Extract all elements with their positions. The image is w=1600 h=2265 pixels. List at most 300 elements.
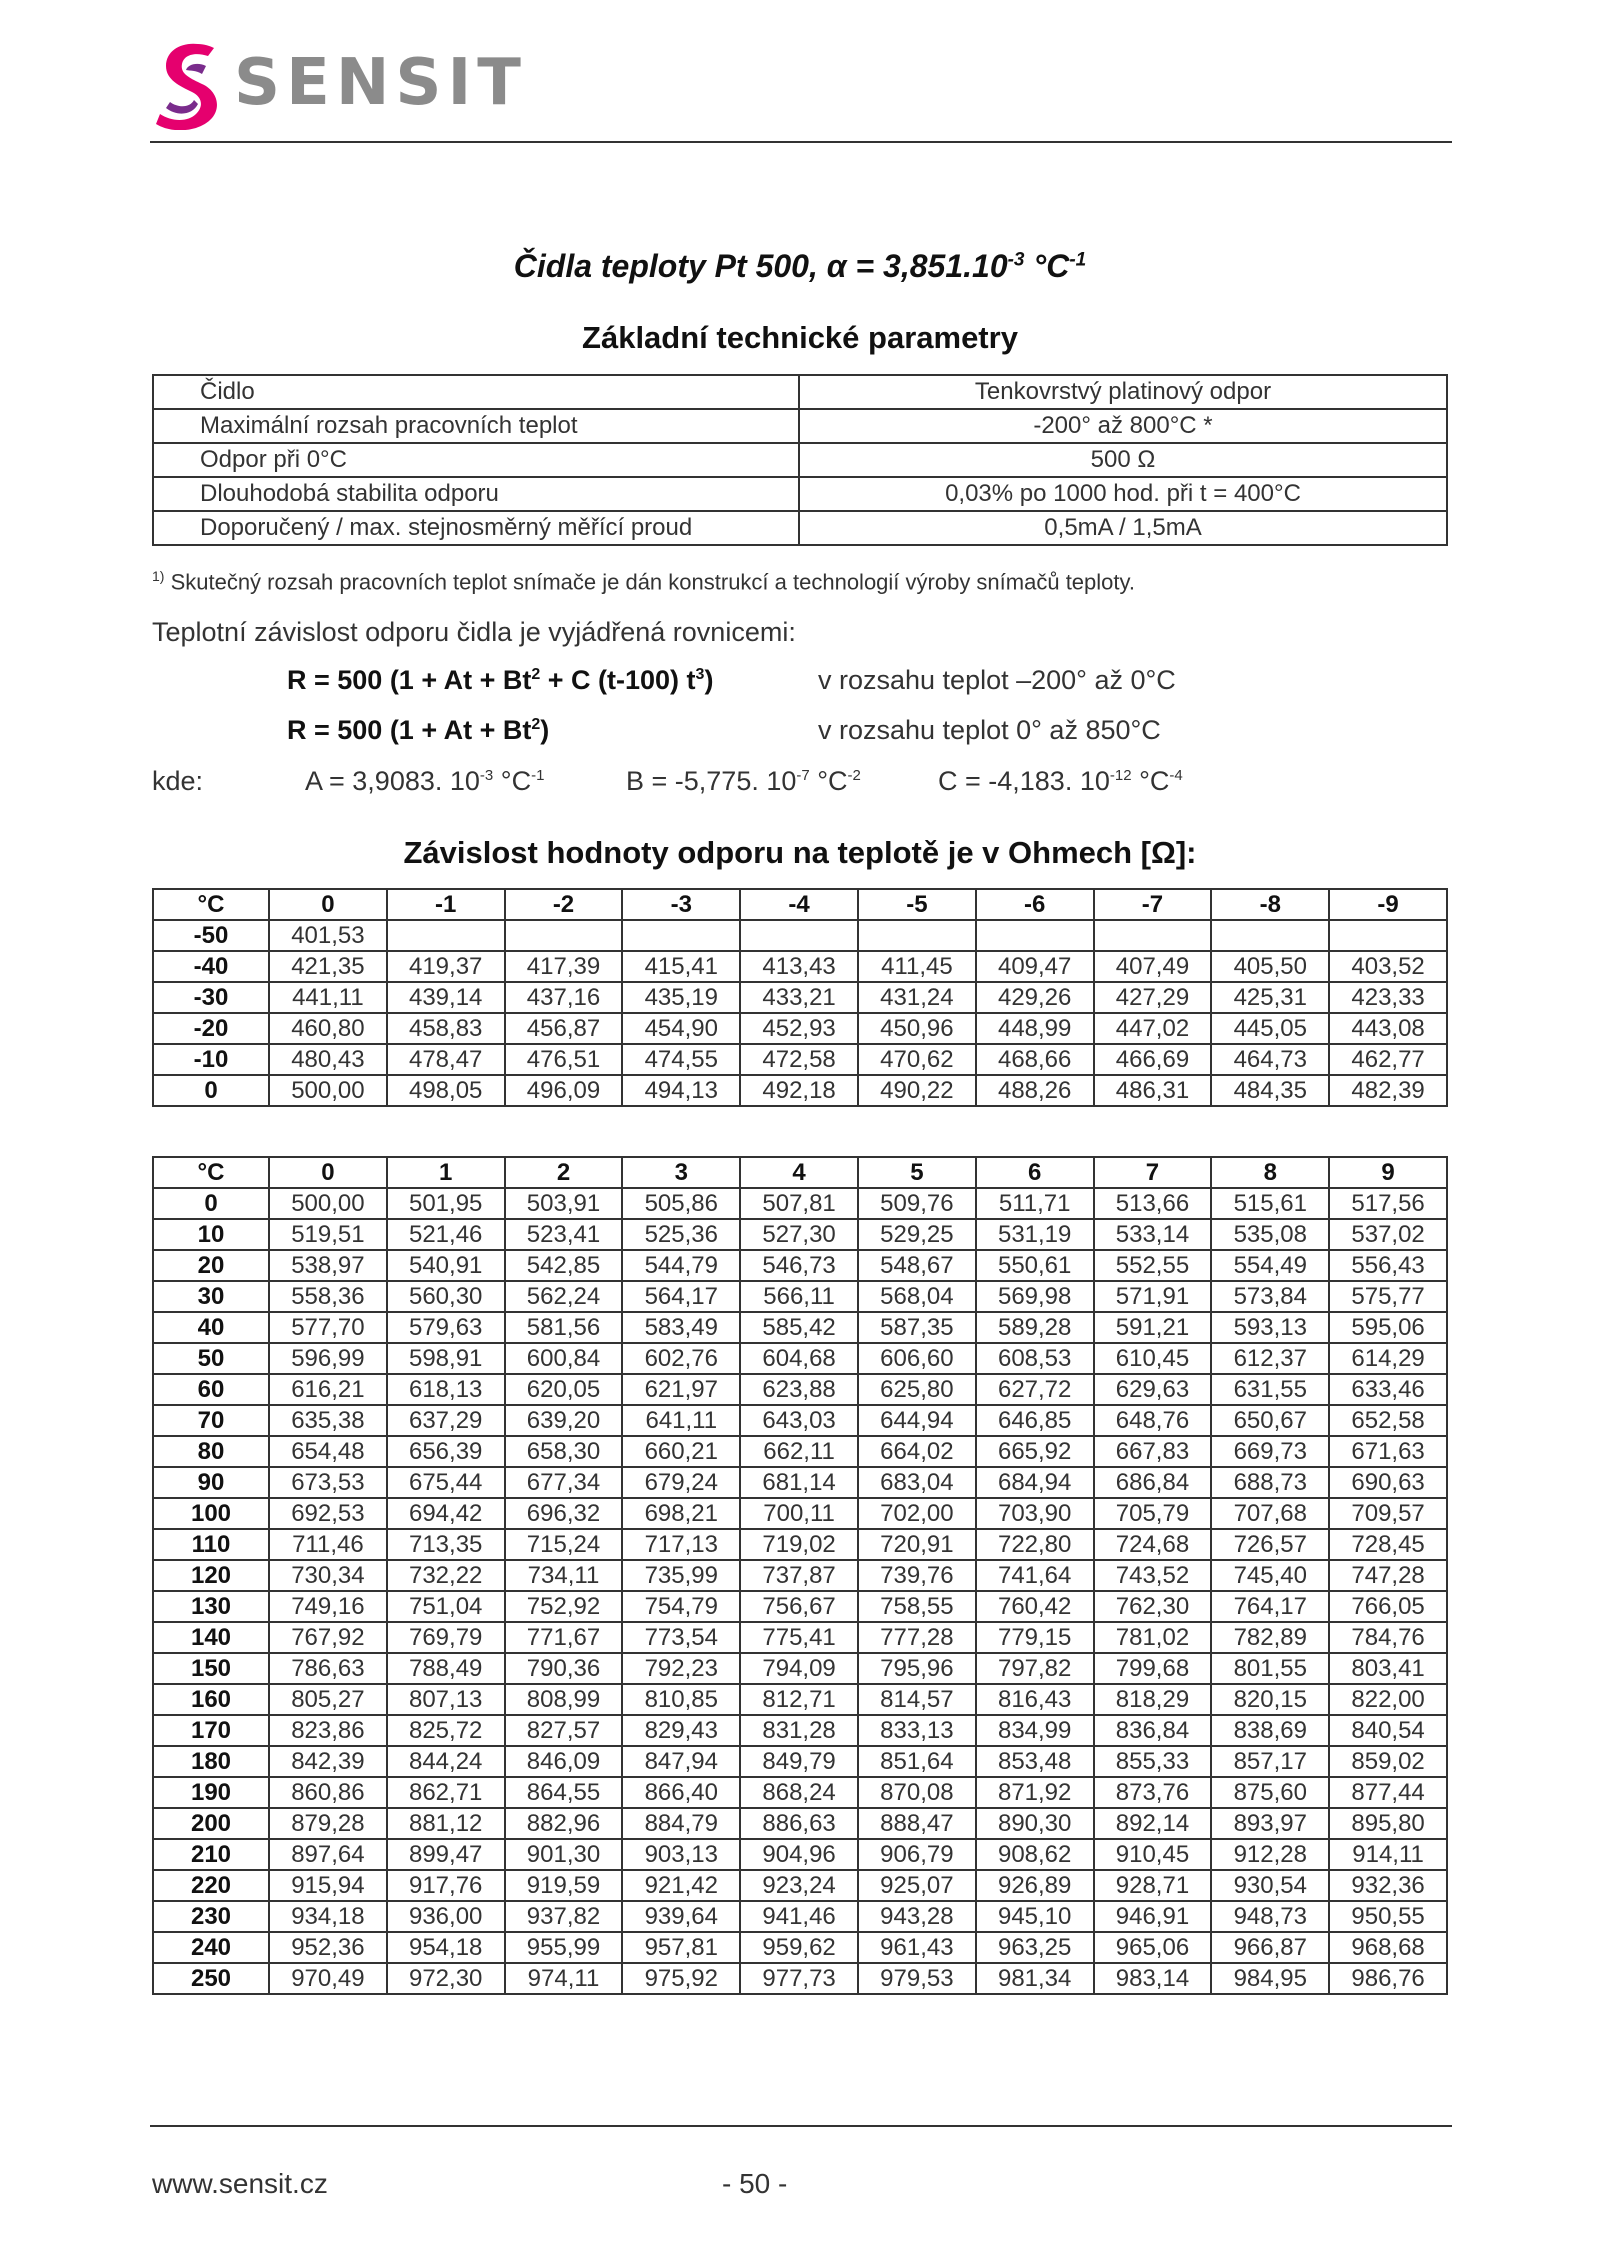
column-header: -6 (976, 889, 1094, 920)
page-number: - 50 - (722, 2168, 788, 2199)
footnote-mark: 1) (152, 568, 165, 584)
resistance-cell: 945,10 (976, 1901, 1094, 1932)
resistance-cell: 610,45 (1094, 1343, 1212, 1374)
resistance-cell: 401,53 (269, 920, 387, 951)
resistance-cell: 643,03 (740, 1405, 858, 1436)
resistance-cell: 906,79 (858, 1839, 976, 1870)
resistance-cell: 758,55 (858, 1591, 976, 1622)
resistance-cell: 598,91 (387, 1343, 505, 1374)
resistance-cell: 700,11 (740, 1498, 858, 1529)
resistance-cell: 564,17 (622, 1281, 740, 1312)
row-header-temperature: 90 (153, 1467, 269, 1498)
resistance-cell: 741,64 (976, 1560, 1094, 1591)
resistance-cell: 934,18 (269, 1901, 387, 1932)
resistance-cell: 797,82 (976, 1653, 1094, 1684)
resistance-cell: 959,62 (740, 1932, 858, 1963)
resistance-cell: 464,73 (1211, 1044, 1329, 1075)
table-row (153, 1312, 1447, 1343)
row-header-temperature: 60 (153, 1374, 269, 1405)
brand-name: SENSIT (234, 46, 527, 120)
resistance-cell: 437,16 (505, 982, 623, 1013)
resistance-cell: 948,73 (1211, 1901, 1329, 1932)
resistance-cell: 851,64 (858, 1746, 976, 1777)
resistance-cell: 932,36 (1329, 1870, 1447, 1901)
table-row (153, 1467, 1447, 1498)
resistance-cell: 505,86 (622, 1188, 740, 1219)
coefficient-a-base: A = 3,9083. 10 (305, 766, 480, 796)
resistance-cell: 675,44 (387, 1467, 505, 1498)
row-header-temperature: -30 (153, 982, 269, 1013)
resistance-cell: 810,85 (622, 1684, 740, 1715)
resistance-cell: 711,46 (269, 1529, 387, 1560)
resistance-cell: 732,22 (387, 1560, 505, 1591)
resistance-cell: 881,12 (387, 1808, 505, 1839)
resistance-cell: 529,25 (858, 1219, 976, 1250)
resistance-cell: 425,31 (1211, 982, 1329, 1013)
resistance-cell: 859,02 (1329, 1746, 1447, 1777)
resistance-cell: 660,21 (622, 1436, 740, 1467)
coefficient-a-unit-exp: -1 (531, 767, 545, 784)
resistance-cell: 975,92 (622, 1963, 740, 1994)
coefficient-b-base: B = -5,775. 10 (626, 766, 797, 796)
resistance-cell: 484,35 (1211, 1075, 1329, 1106)
resistance-cell: 720,91 (858, 1529, 976, 1560)
resistance-cell: 914,11 (1329, 1839, 1447, 1870)
coefficient-a-exp: -3 (479, 767, 494, 784)
resistance-cell: 568,04 (858, 1281, 976, 1312)
resistance-cell: 818,29 (1094, 1684, 1212, 1715)
resistance-cell: 808,99 (505, 1684, 623, 1715)
parameter-label: Doporučený / max. stejnosměrný měřící proud (153, 511, 799, 545)
resistance-cell: 637,29 (387, 1405, 505, 1436)
table-row (153, 1498, 1447, 1529)
resistance-cell: 684,94 (976, 1467, 1094, 1498)
resistance-cell: 554,49 (1211, 1250, 1329, 1281)
resistance-cell: 496,09 (505, 1075, 623, 1106)
resistance-cell: 779,15 (976, 1622, 1094, 1653)
footnote (152, 568, 1135, 595)
footer-rule (150, 2125, 1452, 2127)
resistance-cell: 773,54 (622, 1622, 740, 1653)
sensit-logo (152, 40, 527, 130)
resistance-cell: 754,79 (622, 1591, 740, 1622)
resistance-cell: 984,95 (1211, 1963, 1329, 1994)
resistance-cell: 538,97 (269, 1250, 387, 1281)
resistance-cell: 717,13 (622, 1529, 740, 1560)
resistance-cell: 533,14 (1094, 1219, 1212, 1250)
resistance-cell: 724,68 (1094, 1529, 1212, 1560)
equation-1-part-a: R = 500 (1 + At + Bt (287, 665, 532, 695)
resistance-cell: 439,14 (387, 982, 505, 1013)
parameter-row (153, 443, 1447, 477)
resistance-cell (1094, 920, 1212, 951)
column-header: 0 (269, 1157, 387, 1188)
resistance-cell: 762,30 (1094, 1591, 1212, 1622)
resistance-cell: 903,13 (622, 1839, 740, 1870)
resistance-cell: 488,26 (976, 1075, 1094, 1106)
resistance-cell: 979,53 (858, 1963, 976, 1994)
resistance-cell: 963,25 (976, 1932, 1094, 1963)
equation-1-part-b: + C (t-100) t (540, 665, 696, 695)
resistance-cell: 807,13 (387, 1684, 505, 1715)
resistance-cell: 801,55 (1211, 1653, 1329, 1684)
resistance-cell: 441,11 (269, 982, 387, 1013)
resistance-cell: 612,37 (1211, 1343, 1329, 1374)
resistance-cell: 581,56 (505, 1312, 623, 1343)
resistance-cell: 596,99 (269, 1343, 387, 1374)
resistance-cell: 925,07 (858, 1870, 976, 1901)
row-header-temperature: 180 (153, 1746, 269, 1777)
resistance-cell: 454,90 (622, 1013, 740, 1044)
resistance-cell: 648,76 (1094, 1405, 1212, 1436)
column-header: 1 (387, 1157, 505, 1188)
resistance-cell: 795,96 (858, 1653, 976, 1684)
column-header: 7 (1094, 1157, 1212, 1188)
resistance-cell: 683,04 (858, 1467, 976, 1498)
resistance-cell: 490,22 (858, 1075, 976, 1106)
resistance-cell: 527,30 (740, 1219, 858, 1250)
resistance-cell: 908,62 (976, 1839, 1094, 1870)
document-title (0, 248, 1600, 285)
resistance-cell: 523,41 (505, 1219, 623, 1250)
resistance-cell: 403,52 (1329, 951, 1447, 982)
column-header-unit: °C (153, 889, 269, 920)
row-header-temperature: -20 (153, 1013, 269, 1044)
table-row (153, 1684, 1447, 1715)
row-header-temperature: 80 (153, 1436, 269, 1467)
table-row (153, 1013, 1447, 1044)
resistance-cell: 480,43 (269, 1044, 387, 1075)
equation-1-exp-b: 3 (695, 666, 705, 683)
resistance-cell: 957,81 (622, 1932, 740, 1963)
resistance-cell: 977,73 (740, 1963, 858, 1994)
resistance-cell: 519,51 (269, 1219, 387, 1250)
resistance-cell: 743,52 (1094, 1560, 1212, 1591)
row-header-temperature: 160 (153, 1684, 269, 1715)
resistance-cell: 730,34 (269, 1560, 387, 1591)
resistance-cell: 884,79 (622, 1808, 740, 1839)
resistance-cell: 579,63 (387, 1312, 505, 1343)
resistance-cell: 662,11 (740, 1436, 858, 1467)
coefficient-c-base: C = -4,183. 10 (938, 766, 1110, 796)
parameter-value: -200° až 800°C * (799, 409, 1447, 443)
resistance-cell: 749,16 (269, 1591, 387, 1622)
resistance-cell: 955,99 (505, 1932, 623, 1963)
resistance-cell: 805,27 (269, 1684, 387, 1715)
resistance-cell: 556,43 (1329, 1250, 1447, 1281)
table-row (153, 1808, 1447, 1839)
resistance-cell: 831,28 (740, 1715, 858, 1746)
resistance-cell: 429,26 (976, 982, 1094, 1013)
table-row (153, 1250, 1447, 1281)
resistance-cell: 671,63 (1329, 1436, 1447, 1467)
resistance-cell: 552,55 (1094, 1250, 1212, 1281)
resistance-cell: 829,43 (622, 1715, 740, 1746)
resistance-cell: 790,36 (505, 1653, 623, 1684)
resistance-cell: 535,08 (1211, 1219, 1329, 1250)
resistance-cell: 871,92 (976, 1777, 1094, 1808)
resistance-cell: 450,96 (858, 1013, 976, 1044)
coefficient-a-unit: °C (493, 766, 532, 796)
parameter-label: Maximální rozsah pracovních teplot (153, 409, 799, 443)
table-row (153, 1281, 1447, 1312)
resistance-cell: 616,21 (269, 1374, 387, 1405)
resistance-cell: 456,87 (505, 1013, 623, 1044)
row-header-temperature: 230 (153, 1901, 269, 1932)
resistance-cell: 415,41 (622, 951, 740, 982)
resistance-cell: 734,11 (505, 1560, 623, 1591)
resistance-cell: 895,80 (1329, 1808, 1447, 1839)
resistance-cell: 827,57 (505, 1715, 623, 1746)
table-row (153, 1839, 1447, 1870)
resistance-cell: 515,61 (1211, 1188, 1329, 1219)
resistance-cell: 621,97 (622, 1374, 740, 1405)
row-header-temperature: 220 (153, 1870, 269, 1901)
resistance-cell: 656,39 (387, 1436, 505, 1467)
coefficient-b-unit: °C (809, 766, 848, 796)
resistance-cell: 719,02 (740, 1529, 858, 1560)
resistance-cell: 946,91 (1094, 1901, 1212, 1932)
table-row (153, 1044, 1447, 1075)
resistance-cell: 688,73 (1211, 1467, 1329, 1498)
row-header-temperature: -50 (153, 920, 269, 951)
row-header-temperature: 130 (153, 1591, 269, 1622)
resistance-cell: 419,37 (387, 951, 505, 982)
table-row (153, 1870, 1447, 1901)
resistance-cell: 950,55 (1329, 1901, 1447, 1932)
resistance-cell: 875,60 (1211, 1777, 1329, 1808)
row-header-temperature: -10 (153, 1044, 269, 1075)
resistance-cell: 961,43 (858, 1932, 976, 1963)
row-header-temperature: 200 (153, 1808, 269, 1839)
table-row (153, 982, 1447, 1013)
resistance-cell: 411,45 (858, 951, 976, 982)
parameter-value: 500 Ω (799, 443, 1447, 477)
resistance-cell: 901,30 (505, 1839, 623, 1870)
resistance-cell: 641,11 (622, 1405, 740, 1436)
parameter-label: Odpor při 0°C (153, 443, 799, 477)
row-header-temperature: 150 (153, 1653, 269, 1684)
resistance-cell: 625,80 (858, 1374, 976, 1405)
resistance-cell: 747,28 (1329, 1560, 1447, 1591)
row-header-temperature: 70 (153, 1405, 269, 1436)
column-header: 9 (1329, 1157, 1447, 1188)
resistance-cell: 752,92 (505, 1591, 623, 1622)
resistance-cell: 500,00 (269, 1075, 387, 1106)
resistance-cell: 690,63 (1329, 1467, 1447, 1498)
column-header: -3 (622, 889, 740, 920)
resistance-cell: 822,00 (1329, 1684, 1447, 1715)
equation-2-part-b: ) (540, 715, 550, 745)
resistance-cell: 981,34 (976, 1963, 1094, 1994)
resistance-cell: 452,93 (740, 1013, 858, 1044)
resistance-cell: 589,28 (976, 1312, 1094, 1343)
resistance-cell: 705,79 (1094, 1498, 1212, 1529)
resistance-cell: 544,79 (622, 1250, 740, 1281)
resistance-table-title: Závislost hodnoty odporu na teplotě je v Ohmech [Ω]: (403, 835, 1197, 870)
resistance-cell: 921,42 (622, 1870, 740, 1901)
row-header-temperature: 50 (153, 1343, 269, 1374)
equation-2-part-a: R = 500 (1 + At + Bt (287, 715, 532, 745)
resistance-cell: 627,72 (976, 1374, 1094, 1405)
resistance-cell: 930,54 (1211, 1870, 1329, 1901)
resistance-cell: 492,18 (740, 1075, 858, 1106)
resistance-cell: 877,44 (1329, 1777, 1447, 1808)
parameter-value: 0,03% po 1000 hod. při t = 400°C (799, 477, 1447, 511)
resistance-cell: 726,57 (1211, 1529, 1329, 1560)
table-row (153, 951, 1447, 982)
resistance-cell: 407,49 (1094, 951, 1212, 982)
resistance-cell: 904,96 (740, 1839, 858, 1870)
header-rule (150, 141, 1452, 143)
resistance-cell: 618,13 (387, 1374, 505, 1405)
title-unit: °C (1024, 248, 1070, 284)
resistance-cell: 715,24 (505, 1529, 623, 1560)
section-title-parameters: Základní technické parametry (582, 320, 1018, 355)
resistance-cell: 650,67 (1211, 1405, 1329, 1436)
row-header-temperature: 100 (153, 1498, 269, 1529)
resistance-cell: 842,39 (269, 1746, 387, 1777)
resistance-cell: 702,00 (858, 1498, 976, 1529)
row-header-temperature: 170 (153, 1715, 269, 1746)
resistance-cell: 862,71 (387, 1777, 505, 1808)
resistance-cell: 445,05 (1211, 1013, 1329, 1044)
resistance-cell: 486,31 (1094, 1075, 1212, 1106)
table-row (153, 1529, 1447, 1560)
resistance-cell: 677,34 (505, 1467, 623, 1498)
equation-1-range: v rozsahu teplot –200° až 0°C (818, 665, 1176, 695)
resistance-cell: 952,36 (269, 1932, 387, 1963)
resistance-cell: 513,66 (1094, 1188, 1212, 1219)
resistance-cell: 507,81 (740, 1188, 858, 1219)
resistance-cell: 882,96 (505, 1808, 623, 1839)
table-row (153, 1560, 1447, 1591)
table-row (153, 920, 1447, 951)
resistance-cell: 703,90 (976, 1498, 1094, 1529)
table-row (153, 1963, 1447, 1994)
resistance-cell: 777,28 (858, 1622, 976, 1653)
resistance-cell: 665,92 (976, 1436, 1094, 1467)
resistance-cell: 812,71 (740, 1684, 858, 1715)
column-header: 6 (976, 1157, 1094, 1188)
table-row (153, 1901, 1447, 1932)
resistance-cell: 709,57 (1329, 1498, 1447, 1529)
resistance-cell: 562,24 (505, 1281, 623, 1312)
parameter-row (153, 511, 1447, 545)
resistance-cell: 972,30 (387, 1963, 505, 1994)
resistance-cell: 707,68 (1211, 1498, 1329, 1529)
resistance-cell: 635,38 (269, 1405, 387, 1436)
resistance-cell: 728,45 (1329, 1529, 1447, 1560)
row-header-temperature: 10 (153, 1219, 269, 1250)
resistance-cell: 501,95 (387, 1188, 505, 1219)
resistance-cell: 604,68 (740, 1343, 858, 1374)
resistance-cell: 466,69 (1094, 1044, 1212, 1075)
resistance-cell: 602,76 (622, 1343, 740, 1374)
sensit-logo-icon (152, 40, 224, 130)
row-header-temperature: 0 (153, 1075, 269, 1106)
resistance-cell: 868,24 (740, 1777, 858, 1808)
resistance-cell: 939,64 (622, 1901, 740, 1932)
resistance-cell: 769,79 (387, 1622, 505, 1653)
resistance-cell: 525,36 (622, 1219, 740, 1250)
resistance-cell: 577,70 (269, 1312, 387, 1343)
resistance-cell: 853,48 (976, 1746, 1094, 1777)
resistance-cell: 974,11 (505, 1963, 623, 1994)
resistance-cell: 521,46 (387, 1219, 505, 1250)
resistance-cell: 899,47 (387, 1839, 505, 1870)
resistance-cell: 846,09 (505, 1746, 623, 1777)
resistance-cell: 498,05 (387, 1075, 505, 1106)
table-row (153, 1746, 1447, 1777)
coefficient-b-exp: -7 (796, 767, 810, 784)
resistance-cell: 968,68 (1329, 1932, 1447, 1963)
resistance-cell: 494,13 (622, 1075, 740, 1106)
resistance-cell: 468,66 (976, 1044, 1094, 1075)
resistance-cell: 936,00 (387, 1901, 505, 1932)
resistance-cell: 735,99 (622, 1560, 740, 1591)
resistance-cell: 912,28 (1211, 1839, 1329, 1870)
table-row (153, 1374, 1447, 1405)
resistance-cell: 739,76 (858, 1560, 976, 1591)
resistance-cell: 633,46 (1329, 1374, 1447, 1405)
resistance-cell: 447,02 (1094, 1013, 1212, 1044)
table-header-row (153, 889, 1447, 920)
resistance-cell: 606,60 (858, 1343, 976, 1374)
column-header: 8 (1211, 1157, 1329, 1188)
resistance-cell: 954,18 (387, 1932, 505, 1963)
column-header: -8 (1211, 889, 1329, 920)
resistance-cell: 681,14 (740, 1467, 858, 1498)
table-row (153, 1436, 1447, 1467)
resistance-cell (976, 920, 1094, 951)
resistance-cell: 834,99 (976, 1715, 1094, 1746)
resistance-cell: 623,88 (740, 1374, 858, 1405)
resistance-cell: 855,33 (1094, 1746, 1212, 1777)
resistance-cell: 686,84 (1094, 1467, 1212, 1498)
resistance-cell: 825,72 (387, 1715, 505, 1746)
resistance-cell: 970,49 (269, 1963, 387, 1994)
resistance-cell: 421,35 (269, 951, 387, 982)
resistance-cell: 840,54 (1329, 1715, 1447, 1746)
column-header: 2 (505, 1157, 623, 1188)
resistance-cell: 786,63 (269, 1653, 387, 1684)
resistance-cell: 548,67 (858, 1250, 976, 1281)
coefficients-label: kde: (152, 766, 204, 796)
row-header-temperature: 30 (153, 1281, 269, 1312)
column-header: 4 (740, 1157, 858, 1188)
resistance-cell: 587,35 (858, 1312, 976, 1343)
title-exponent: -3 (1007, 249, 1025, 271)
resistance-cell: 857,17 (1211, 1746, 1329, 1777)
resistance-cell: 892,14 (1094, 1808, 1212, 1839)
resistance-cell (1329, 920, 1447, 951)
resistance-cell: 838,69 (1211, 1715, 1329, 1746)
resistance-cell: 546,73 (740, 1250, 858, 1281)
resistance-cell: 966,87 (1211, 1932, 1329, 1963)
column-header: 5 (858, 1157, 976, 1188)
resistance-cell: 405,50 (1211, 951, 1329, 982)
resistance-cell: 472,58 (740, 1044, 858, 1075)
resistance-cell: 771,67 (505, 1622, 623, 1653)
resistance-cell: 673,53 (269, 1467, 387, 1498)
resistance-cell: 591,21 (1094, 1312, 1212, 1343)
equation-2-exp-a: 2 (531, 716, 541, 733)
row-header-temperature: 210 (153, 1839, 269, 1870)
resistance-cell: 986,76 (1329, 1963, 1447, 1994)
resistance-cell: 897,64 (269, 1839, 387, 1870)
resistance-cell: 460,80 (269, 1013, 387, 1044)
